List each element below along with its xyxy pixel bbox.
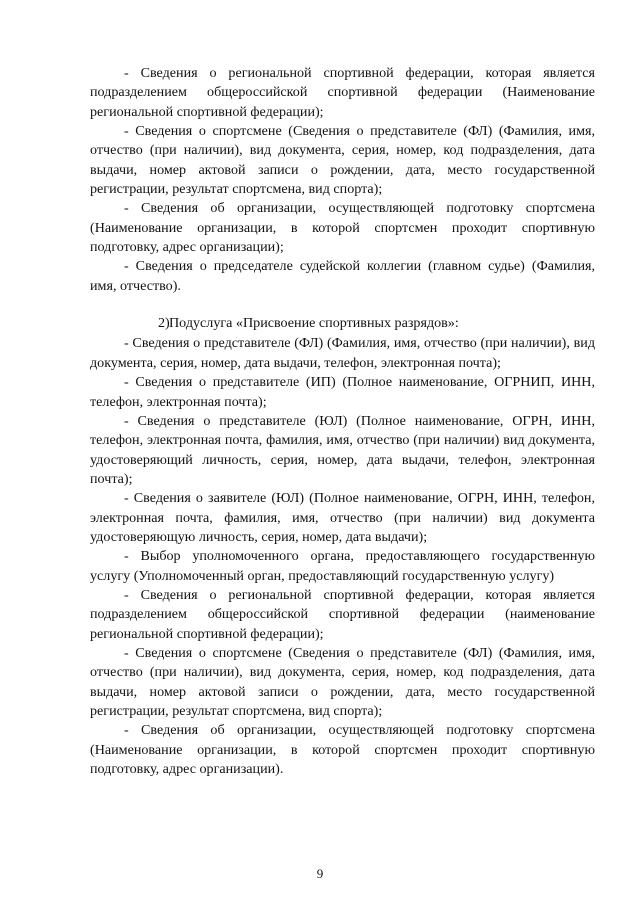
paragraph-training-organization-2: - Сведения об организации, осуществляющей подготовку спортсмена (Наименование организации, в которой спортсмен проходит спортивную подготовку, адрес организации).	[90, 722, 595, 778]
paragraph-regional-federation: - Сведения о региональной спортивной федерации, которая является подразделением общероссийской спортивной федерации (Наименование региональной спортивной федерации);	[90, 65, 595, 120]
paragraph-training-organization: - Сведения об организации, осуществляющей подготовку спортсмена (Наименование организации, в которой спортсмен проходит спортивную подготовку, адрес организации);	[90, 200, 595, 256]
paragraph-representative-ul: - Сведения о представителе (ЮЛ) (Полное наименование, ОГРН, ИНН, телефон, электронная почта, фамилия, имя, отчество (при наличии) вид документа, удостоверяющий личность, серия, номер, дата выдачи, телефон, электронная почта);	[90, 412, 595, 487]
subservice-number: 2)	[158, 315, 170, 332]
paragraph-authorized-body: - Выбор уполномоченного органа, предоставляющего государственную услугу (Уполномоченный орган, предоставляющий государственную услугу)	[90, 548, 595, 584]
subservice-title: Подуслуга «Присвоение спортивных разрядов»:	[169, 315, 459, 332]
paragraph-athlete-info: - Сведения о спортсмене (Сведения о представителе (ФЛ) (Фамилия, имя, отчество (при наличии), вид документа, серия, номер, код подразделения, дата выдачи, номер актовой записи о рождении, дата, место государственной регистрации, результат спортсмена, вид спорта);	[90, 123, 595, 198]
page-number: 9	[316, 866, 324, 881]
paragraph-chief-judge: - Сведения о председателе судейской коллегии (главном судье) (Фамилия, имя, отчество).	[90, 258, 595, 294]
paragraph-athlete-info-2: - Сведения о спортсмене (Сведения о представителе (ФЛ) (Фамилия, имя, отчество (при наличии), вид документа, серия, номер, код подразделения, дата выдачи, номер актовой записи о рождении, дата, место государственной регистрации, результат спортсмена, вид спорта);	[90, 644, 595, 719]
document-page	[90, 64, 595, 779]
paragraph-representative-ip: - Сведения о представителе (ИП) (Полное наименование, ОГРНИП, ИНН, телефон, электронная почта);	[90, 374, 595, 410]
subservice-heading	[90, 314, 595, 333]
paragraph-regional-federation-2: - Сведения о региональной спортивной федерации, которая является подразделением общероссийской спортивной федерации (наименование региональной спортивной федерации);	[90, 586, 595, 642]
paragraph-applicant-ul: - Сведения о заявителе (ЮЛ) (Полное наименование, ОГРН, ИНН, телефон, электронная почта, фамилия, имя, отчество (при наличии) вид документа удостоверяющую личность, серия, номер, дата выдачи);	[90, 490, 595, 545]
paragraph-representative-fl: - Сведения о представителе (ФЛ) (Фамилия, имя, отчество (при наличии), вид документа, серия, номер, дата выдачи, телефон, электронная почта);	[90, 335, 595, 371]
